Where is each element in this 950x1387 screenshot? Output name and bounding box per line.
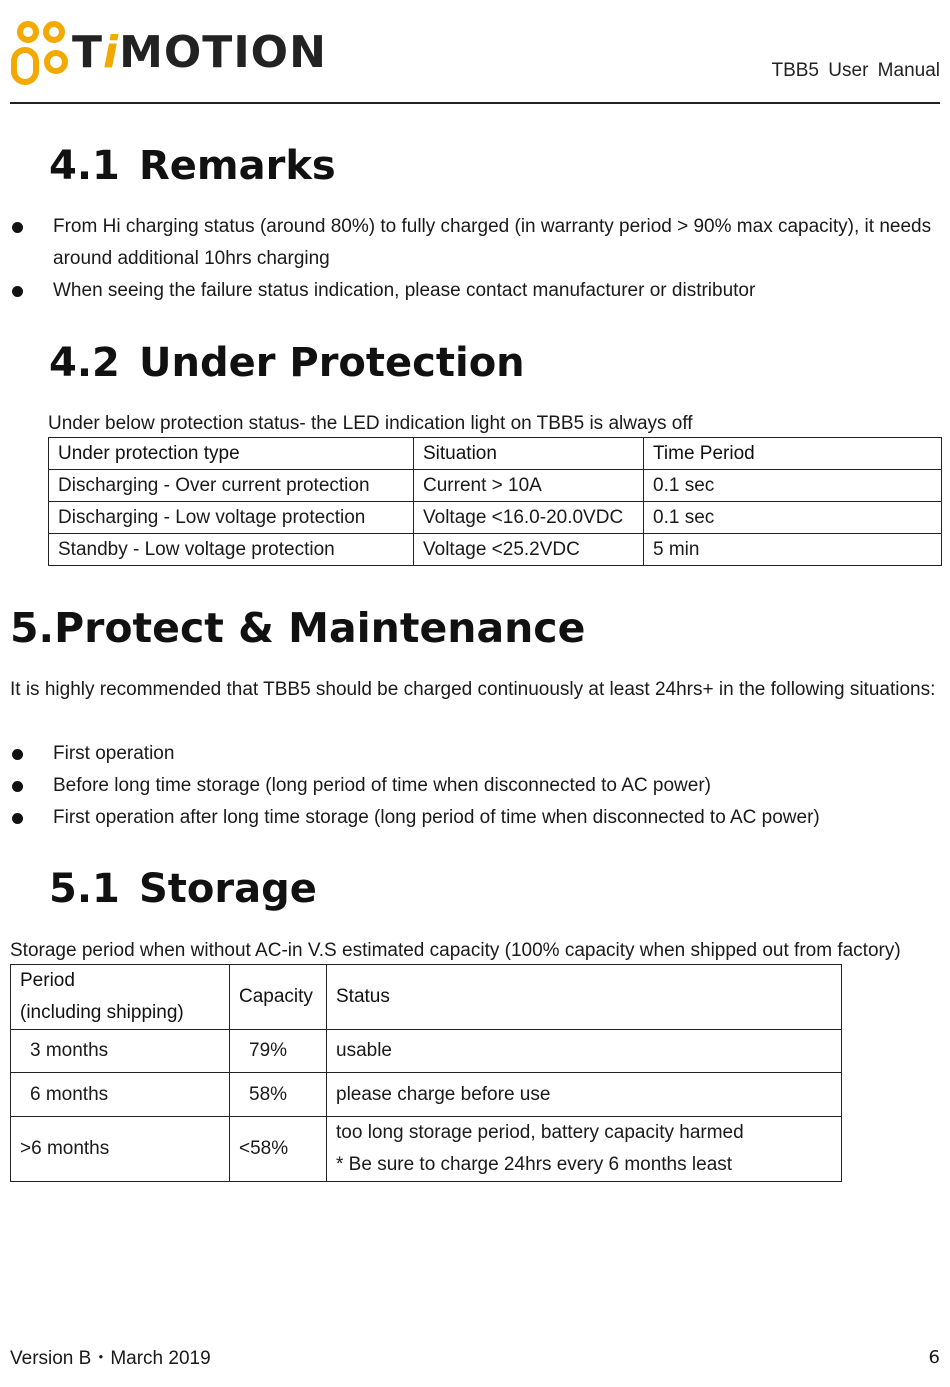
column-header: Under protection type (49, 438, 414, 470)
page-header (10, 20, 940, 104)
remarks-list (10, 211, 945, 307)
table-cell: <58% (230, 1117, 327, 1182)
protection-table (48, 437, 942, 566)
table-cell: Standby - Low voltage protection (49, 534, 414, 566)
header-line: (including shipping) (20, 1002, 184, 1023)
maintenance-list (10, 738, 945, 834)
table-cell: Discharging - Low voltage protection (49, 502, 414, 534)
table-row (11, 1117, 842, 1182)
header-line: Period (20, 970, 75, 991)
table-row (11, 1073, 842, 1117)
protection-intro: Under below protection status- the LED indication light on TBB5 is always off (48, 413, 693, 434)
table-cell: 0.1 sec (644, 502, 942, 534)
timotion-logo-icon (10, 20, 72, 86)
list-item: Before long time storage (long period of time when disconnected to AC power) (10, 770, 945, 802)
version-footer: Version B・March 2019 (10, 1348, 211, 1369)
table-cell: Voltage <25.2VDC (414, 534, 644, 566)
column-header: Status (327, 965, 842, 1030)
storage-intro: Storage period when without AC-in V.S estimated capacity (100% capacity when shipped out from factory) (10, 940, 901, 961)
table-row (49, 470, 942, 502)
list-item: From Hi charging status (around 80%) to fully charged (in warranty period > 90% max capacity), it needs around additional 10hrs charging (10, 211, 945, 275)
table-header-row (11, 965, 842, 1030)
section-5-1-heading: 5.1 Storage (49, 866, 317, 912)
column-header: Time Period (644, 438, 942, 470)
column-header: Capacity (230, 965, 327, 1030)
list-item: When seeing the failure status indication, please contact manufacturer or distributor (10, 275, 945, 307)
logo-wordmark: TiMOTION (72, 27, 327, 78)
table-header-row (49, 438, 942, 470)
table-cell: 58% (230, 1073, 327, 1117)
table-row (49, 534, 942, 566)
table-cell: 5 min (644, 534, 942, 566)
column-header (11, 965, 230, 1030)
document-title: TBB5 User Manual (771, 60, 940, 81)
table-cell: please charge before use (327, 1073, 842, 1117)
table-row (11, 1030, 842, 1073)
table-cell: 3 months (11, 1030, 230, 1073)
list-item: First operation (10, 738, 945, 770)
table-cell (327, 1117, 842, 1182)
table-cell: 79% (230, 1030, 327, 1073)
storage-table (10, 964, 842, 1182)
table-cell: usable (327, 1030, 842, 1073)
cell-line: too long storage period, battery capacity harmed (336, 1122, 744, 1143)
list-item: First operation after long time storage (long period of time when disconnected to AC power) (10, 802, 945, 834)
maintenance-intro: It is highly recommended that TBB5 should be charged continuously at least 24hrs+ in the following situations: (10, 679, 936, 700)
table-cell: Discharging - Over current protection (49, 470, 414, 502)
table-cell: Voltage <16.0-20.0VDC (414, 502, 644, 534)
table-row (49, 502, 942, 534)
section-4-2-heading: 4.2 Under Protection (49, 340, 525, 386)
cell-line: * Be sure to charge 24hrs every 6 months least (336, 1154, 733, 1175)
section-5-heading: 5.Protect & Maintenance (10, 604, 586, 652)
table-cell: Current > 10A (414, 470, 644, 502)
table-cell: >6 months (11, 1117, 230, 1182)
column-header: Situation (414, 438, 644, 470)
section-4-1-heading: 4.1 Remarks (49, 143, 336, 189)
table-cell: 0.1 sec (644, 470, 942, 502)
page-number: 6 (928, 1347, 940, 1368)
table-cell: 6 months (11, 1073, 230, 1117)
